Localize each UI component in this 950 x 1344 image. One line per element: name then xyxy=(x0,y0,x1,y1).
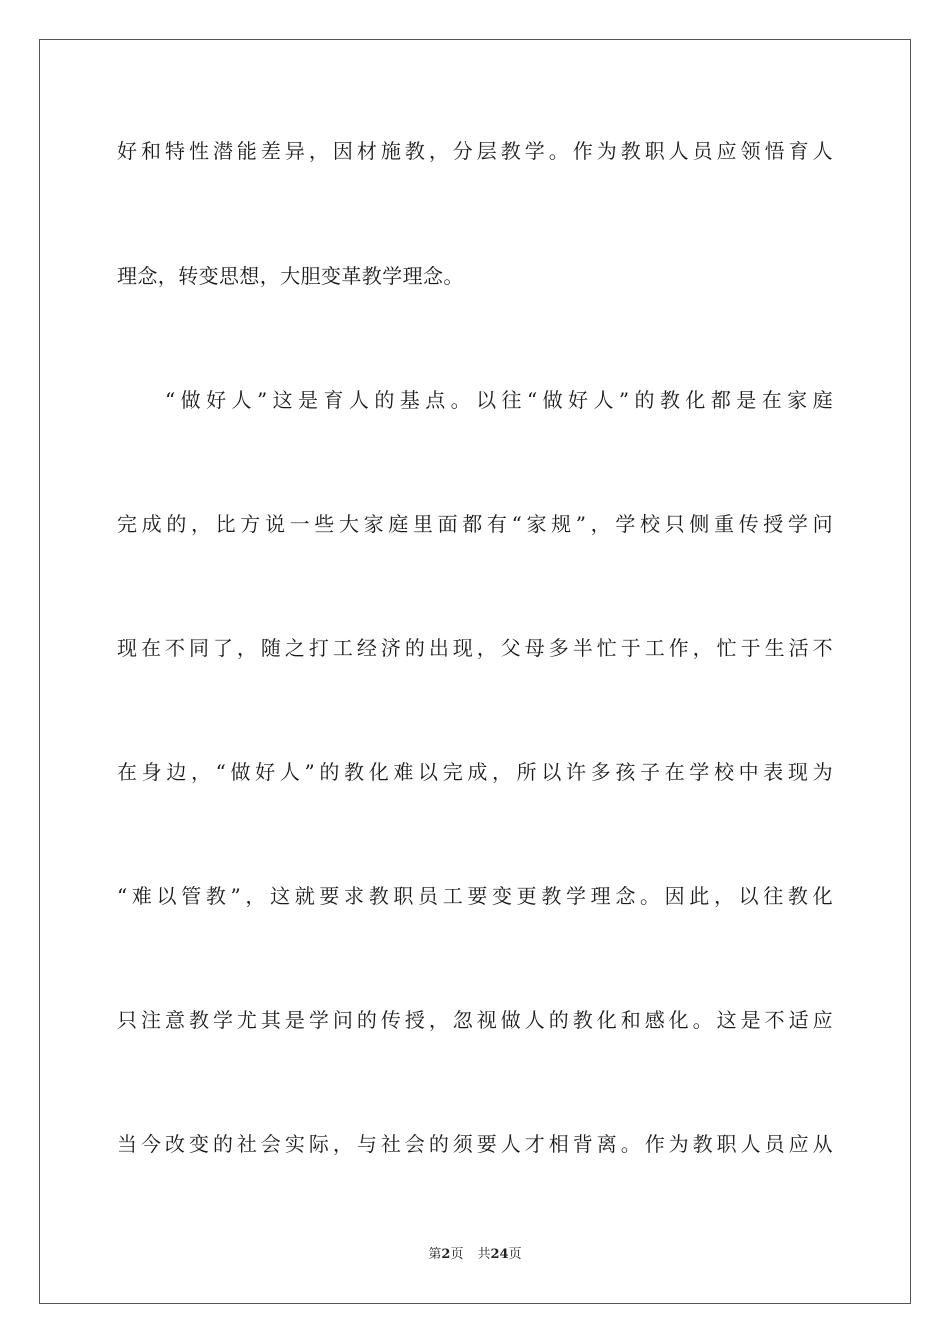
total-suffix: 页 xyxy=(508,1247,522,1262)
page-suffix: 页 xyxy=(450,1247,464,1262)
text-line-1: 好和特性潜能差异，因材施教，分层教学。作为教职人员应领悟育人 xyxy=(117,139,833,163)
page-border xyxy=(39,39,911,1304)
page-number: 2 xyxy=(441,1247,451,1262)
text-line-4: 完成的，比方说一些大家庭里面都有“家规”，学校只侧重传授学问 xyxy=(117,512,833,536)
total-prefix: 共 xyxy=(477,1247,491,1262)
text-line-6: 在身边，“做好人”的教化难以完成，所以许多孩子在学校中表现为 xyxy=(117,760,833,784)
text-line-3: “做好人”这是育人的基点。以往“做好人”的教化都是在家庭 xyxy=(165,388,833,412)
text-line-7: “难以管教”，这就要求教职员工要变更教学理念。因此，以往教化 xyxy=(117,884,833,908)
page-footer xyxy=(0,1246,950,1264)
text-line-2: 理念，转变思想，大胆变革教学理念。 xyxy=(117,264,464,288)
text-line-9: 当今改变的社会实际，与社会的须要人才相背离。作为教职人员应从 xyxy=(117,1132,833,1156)
total-pages: 24 xyxy=(490,1247,509,1262)
text-line-5: 现在不同了，随之打工经济的出现，父母多半忙于工作，忙于生活不 xyxy=(117,636,833,660)
page-prefix: 第 xyxy=(428,1247,442,1262)
text-line-8: 只注意教学尤其是学问的传授，忽视做人的教化和感化。这是不适应 xyxy=(117,1008,833,1032)
